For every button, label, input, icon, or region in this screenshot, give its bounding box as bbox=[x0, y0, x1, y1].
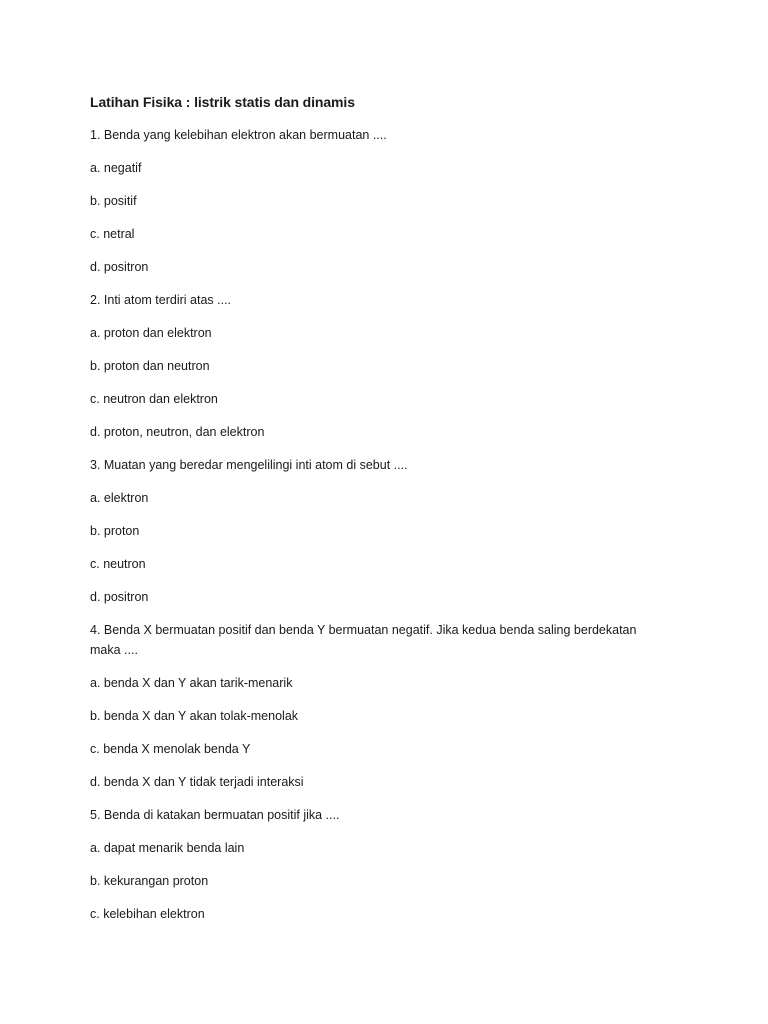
question-4-option-b: b. benda X dan Y akan tolak-menolak bbox=[90, 709, 299, 723]
question-2-option-a: a. proton dan elektron bbox=[90, 326, 212, 340]
question-2-option-d: d. proton, neutron, dan elektron bbox=[90, 425, 265, 439]
question-2: 2. Inti atom terdiri atas .... bbox=[90, 293, 232, 307]
question-5-option-c: c. kelebihan elektron bbox=[90, 907, 205, 921]
question-1-option-c: c. netral bbox=[90, 227, 135, 241]
question-3-option-d: d. positron bbox=[90, 590, 149, 604]
question-5-option-b: b. kekurangan proton bbox=[90, 874, 209, 888]
document-content bbox=[90, 92, 650, 937]
question-4-option-c: c. benda X menolak benda Y bbox=[90, 742, 251, 756]
question-4: 4. Benda X bermuatan positif dan benda Y bermuatan negatif. Jika kedua benda saling berdekatan maka .... bbox=[90, 623, 637, 657]
question-3-option-c: c. neutron bbox=[90, 557, 146, 571]
question-1-option-b: b. positif bbox=[90, 194, 137, 208]
question-3: 3. Muatan yang beredar mengelilingi inti atom di sebut .... bbox=[90, 458, 408, 472]
question-1-option-d: d. positron bbox=[90, 260, 149, 274]
question-3-option-a: a. elektron bbox=[90, 491, 149, 505]
question-5: 5. Benda di katakan bermuatan positif jika .... bbox=[90, 808, 340, 822]
question-3-option-b: b. proton bbox=[90, 524, 140, 538]
question-5-option-a: a. dapat menarik benda lain bbox=[90, 841, 245, 855]
document-title: Latihan Fisika : listrik statis dan dinamis bbox=[90, 94, 355, 110]
question-2-option-c: c. neutron dan elektron bbox=[90, 392, 218, 406]
question-1: 1. Benda yang kelebihan elektron akan bermuatan .... bbox=[90, 128, 387, 142]
question-2-option-b: b. proton dan neutron bbox=[90, 359, 210, 373]
question-1-option-a: a. negatif bbox=[90, 161, 142, 175]
question-4-option-d: d. benda X dan Y tidak terjadi interaksi bbox=[90, 775, 304, 789]
question-4-option-a: a. benda X dan Y akan tarik-menarik bbox=[90, 676, 293, 690]
